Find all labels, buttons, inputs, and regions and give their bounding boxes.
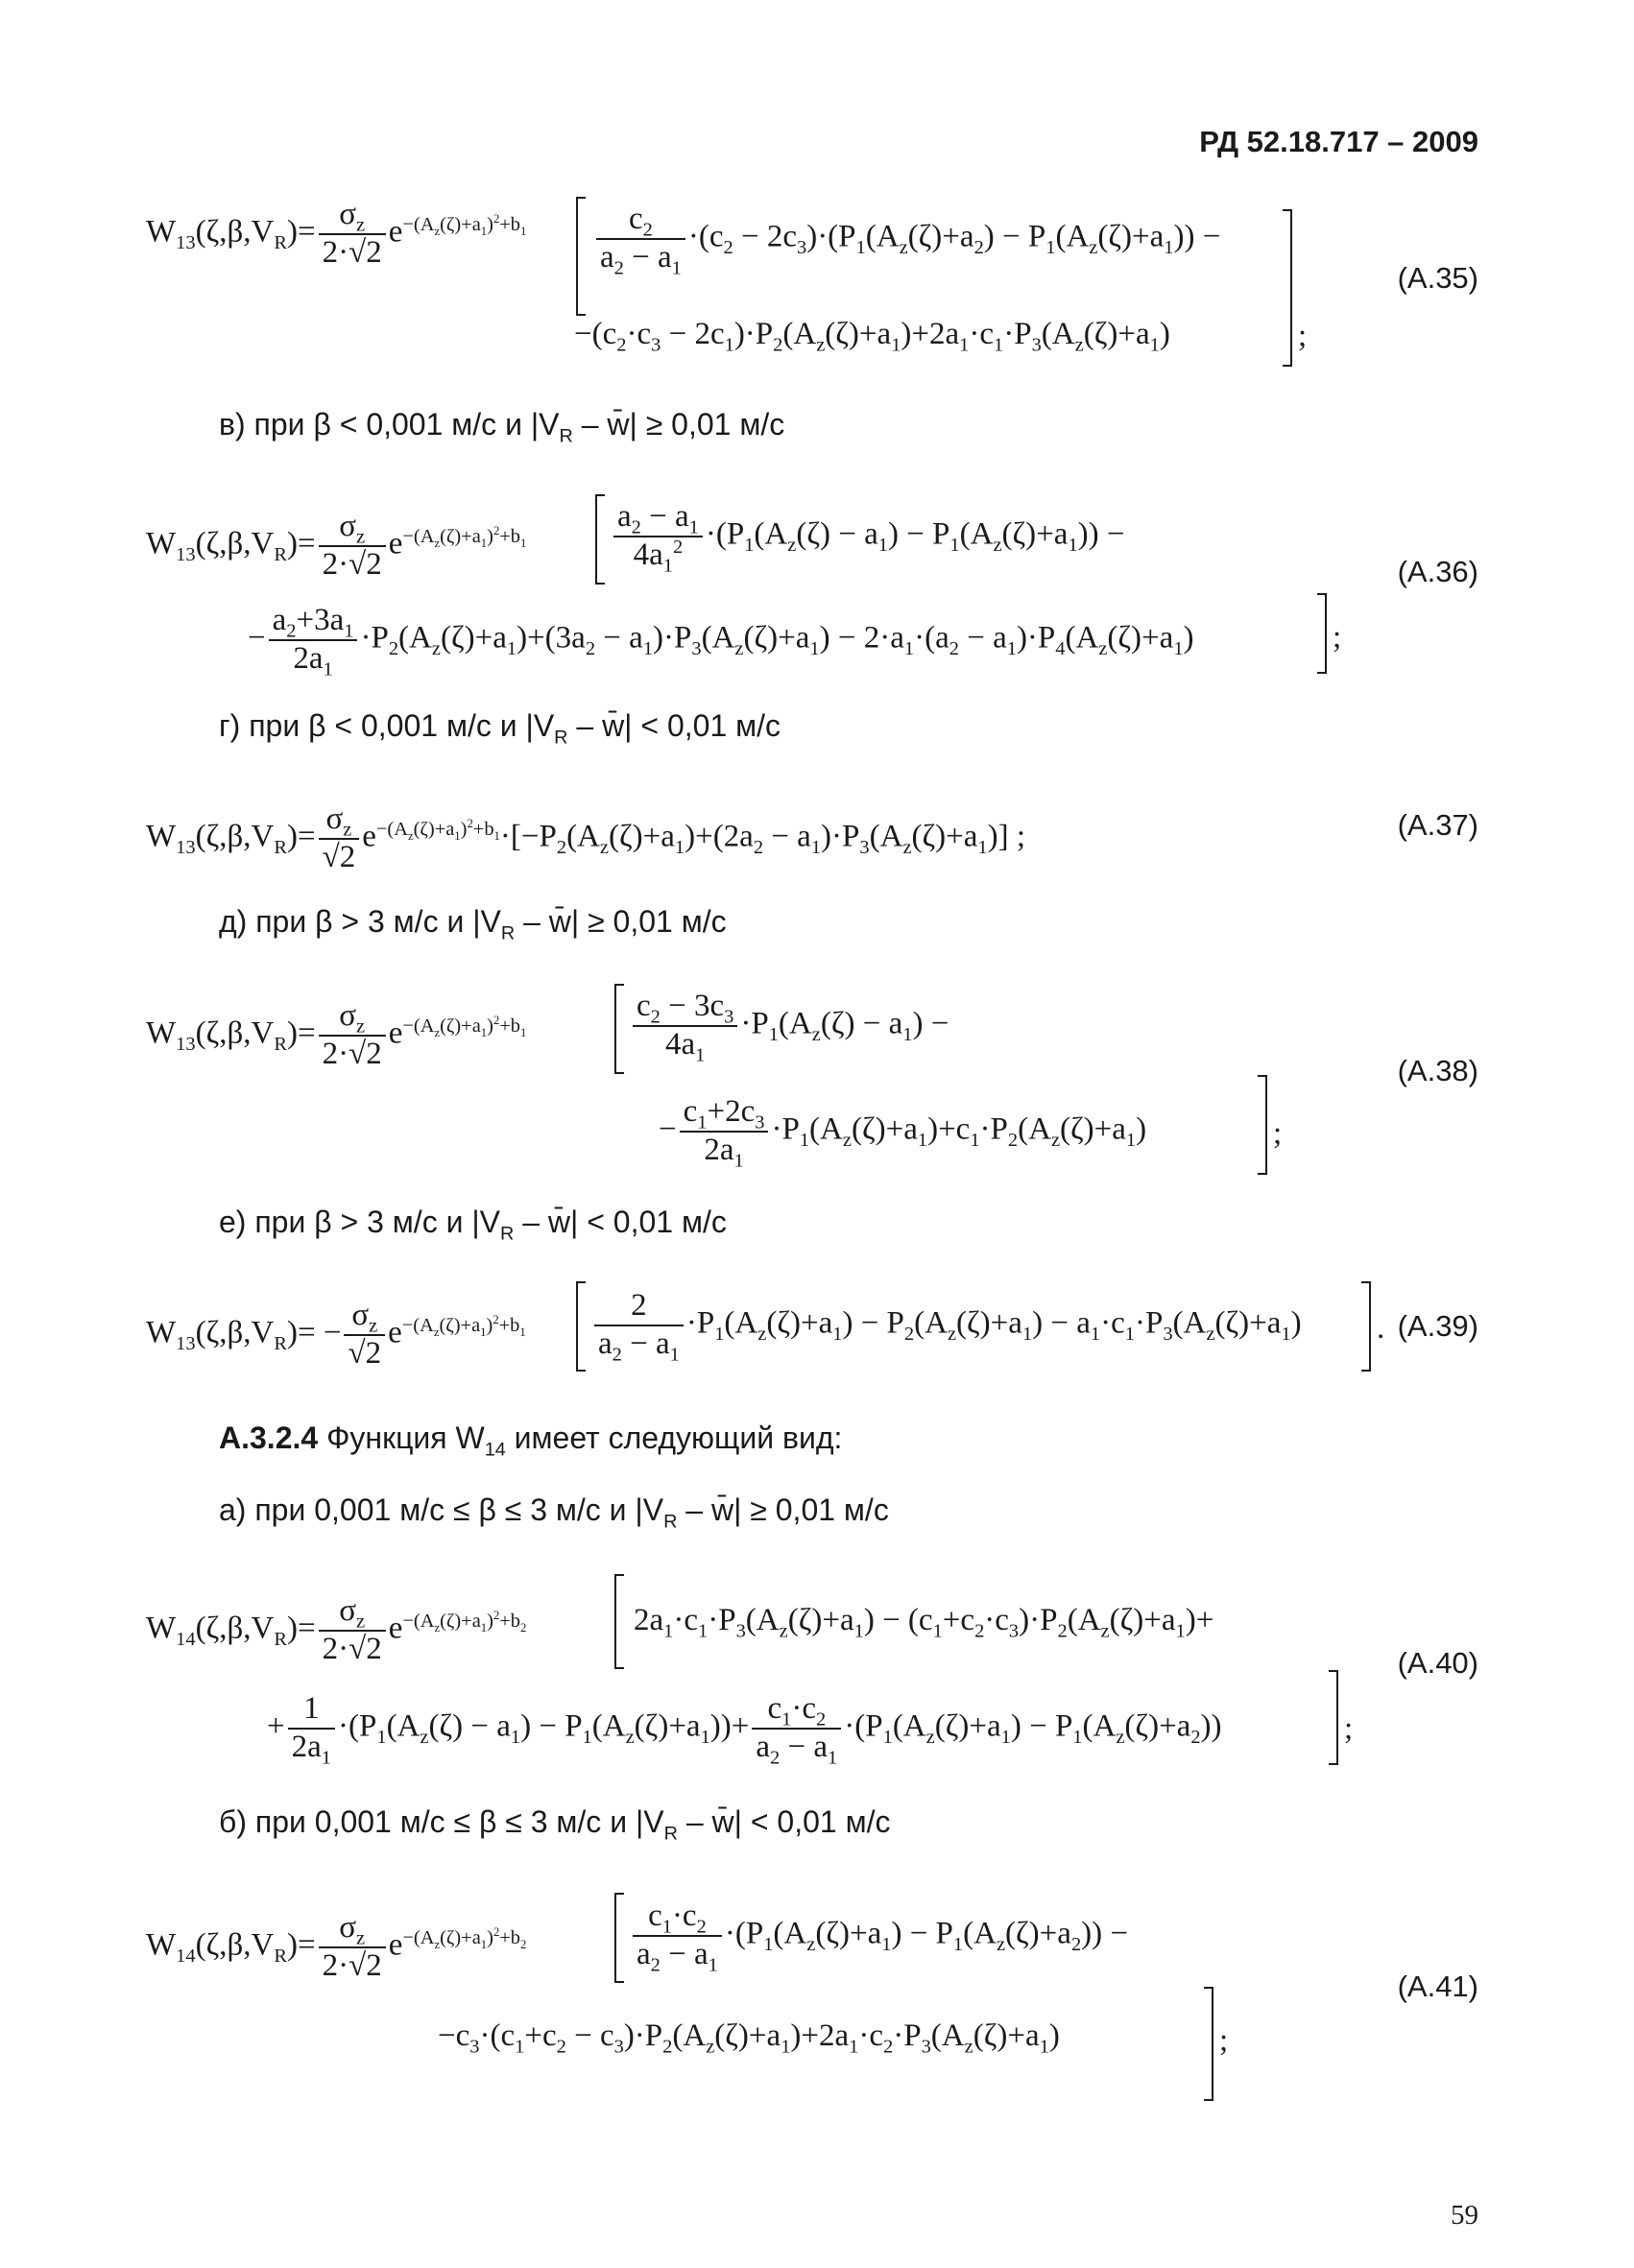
document-code: РД 52.18.717 – 2009 [1199,125,1478,158]
equation-number: (А.36) [1397,555,1478,588]
bracket-open [614,984,624,1074]
condition-v: в) при β < 0,001 м/с и $|V_R$ – w̄| ≥ 0,01 м/с [219,407,785,447]
bracket-close [1317,593,1327,674]
equation-a38-line1b: $\frac{c_2 - 3c_3}{4a_1}$ $\cdot P_1(A_z(\zeta) - a_1)$ − [630,989,949,1063]
equation-a40-line1: $W_{14}(\zeta,\beta,V_R)=$ $\frac{\sigma_z}{2\cdot√2}$ $e^{-(A_z(\zeta)+a_1)^2+b_2}$ [146,1593,527,1666]
condition-e: е) при β > 3 м/с и $|V_R$ – w̄| < 0,01 м/с [219,1205,727,1245]
bracket-open [614,1893,624,1983]
period: . [1377,1311,1385,1346]
equation-a36-line1: $W_{13}(\zeta,\beta,V_R)=$ $\frac{\sigma_z}{2\cdot√2}$ $e^{-(A_z(\zeta)+a_1)^2+b_1}$ [146,509,527,582]
equation-a35-line1b: $\frac{c_2}{a_2 - a_1}$ $\cdot(c_2 - 2c_3)\cdot(P_1(A_z(\zeta)+a_2) - P_1(A_z(\zeta)+a_1))$ − [593,202,1220,276]
equation-a40-line2: + $\frac{1}{2a_1}$ $\cdot(P_1(A_z(\zeta) - a_1) - P_1(A_z(\zeta)+a_1))+$ $\frac{c_1\cdot c_2}{a_2 - a_1}$ $\cdot(P_1(A_z(\zeta)+a_1) - P_1(A_z(\zeta)+a_2))$ [267,1691,1222,1769]
equation-number: (А.40) [1397,1646,1478,1680]
equation-a41-line1: $W_{14}(\zeta,\beta,V_R)=$ $\frac{\sigma_z}{2\cdot√2}$ $e^{-(A_z(\zeta)+a_1)^2+b_2}$ [146,1910,527,1983]
condition-b: б) при 0,001 м/с ≤ β ≤ 3 м/с и $|V_R$ – w̄| < 0,01 м/с [219,1804,891,1845]
equation-a37: $W_{13}(\zeta,\beta,V_R)=$ $\frac{\sigma_z}{√2}$ $e^{-(A_z(\zeta)+a_1)^2+b_1}\cdot[-P_2(A_z(\zeta)+a_1)+(2a_2 - a_1)\cdot P_3(A_z(\zeta)+a_1)]$ ; [146,801,1026,874]
semicolon: ; [1344,1711,1354,1746]
equation-a35-line2: $-(c_2\cdot c_3 - 2c_1)\cdot P_2(A_z(\zeta)+a_1)+2a_1\cdot c_1\cdot P_3(A_z(\zeta)+a_1)$ [574,317,1170,356]
bracket-open [576,1281,586,1372]
equation-a41-line2: $-c_3\cdot(c_1+c_2 - c_3)\cdot P_2(A_z(\zeta)+a_1)+2a_1\cdot c_2\cdot P_3(A_z(\zeta)+a_1)$ [438,2018,1060,2058]
equation-number: (А.35) [1397,261,1478,295]
semicolon: ; [1219,2023,1229,2058]
semicolon: ; [1333,620,1342,655]
bracket-close [1258,1075,1267,1175]
semicolon: ; [1273,1116,1283,1151]
equation-number: (А.39) [1397,1309,1478,1343]
bracket-open [595,494,605,585]
condition-g: г) при β < 0,001 м/с и $|V_R$ – w̄| < 0,01 м/с [219,708,781,749]
equation-a40-line1b: $2a_1\cdot c_1\cdot P_3(A_z(\zeta)+a_1) - (c_1+c_2\cdot c_3)\cdot P_2(A_z(\zeta)+a_1)+$ [634,1603,1214,1642]
equation-number: (А.38) [1397,1054,1478,1087]
equation-a36-line1b: $\frac{a_2 - a_1}{4a_1^2}$ $\cdot(P_1(A_z(\zeta) - a_1) - P_1(A_z(\zeta)+a_1))$ − [611,499,1125,574]
bracket-close [1361,1281,1371,1372]
condition-d: д) при β > 3 м/с и $|V_R$ – w̄| ≥ 0,01 м/с [219,904,727,944]
bracket-open [576,197,586,316]
bracket-close [1204,1987,1213,2101]
bracket-close [1329,1670,1338,1765]
page-number: 59 [1451,2200,1478,2231]
semicolon: ; [1298,319,1308,353]
equation-a36-line2: − $\frac{a_2+3a_1}{2a_1}$ $\cdot P_2(A_z(\zeta)+a_1)+(3a_2 - a_1)\cdot P_3(A_z(\zeta)+a_1) - 2\cdot a_1\cdot(a_2 - a_1)\cdot P_4(A_z(\zeta)+a_1)$ [248,603,1194,680]
equation-a38-line1: $W_{13}(\zeta,\beta,V_R)=$ $\frac{\sigma_z}{2\cdot√2}$ $e^{-(A_z(\zeta)+a_1)^2+b_1}$ [146,998,527,1071]
equation-number: (А.37) [1397,808,1478,842]
equation-a35-line1: $W_{13}(\zeta,\beta,V_R)=$ $\frac{\sigma_z}{2\cdot√2}$ $e^{-(A_z(\zeta)+a_1)^2+b_1}$ [146,197,527,270]
equation-a41-line1b: $\frac{c_1\cdot c_2}{a_2 - a_1}$ $\cdot(P_1(A_z(\zeta)+a_1) - P_1(A_z(\zeta)+a_2))$ − [630,1898,1128,1973]
bracket-close [1283,209,1292,367]
equation-a39-body: $\frac{2}{a_2 - a_1}$ $\cdot P_1(A_z(\zeta)+a_1) - P_2(A_z(\zeta)+a_1) - a_1\cdot c_1\cdot P_3(A_z(\zeta)+a_1)$ [591,1288,1302,1363]
equation-number: (А.41) [1397,1970,1478,2003]
equation-a38-line2: − $\frac{c_1+2c_3}{2a_1}$ $\cdot P_1(A_z(\zeta)+a_1)+c_1\cdot P_2(A_z(\zeta)+a_1)$ [659,1094,1147,1172]
bracket-open [614,1574,624,1669]
equation-a39: $W_{13}(\zeta,\beta,V_R)=$ − $\frac{\sigma_z}{√2}$ $e^{-(A_z(\zeta)+a_1)^2+b_1}$ [146,1298,526,1371]
section-heading: А.3.2.4 Функция $W_{14}$ имеет следующий вид: [219,1420,843,1461]
condition-a: а) при 0,001 м/с ≤ β ≤ 3 м/с и $|V_R$ – w̄| ≥ 0,01 м/с [219,1492,889,1533]
